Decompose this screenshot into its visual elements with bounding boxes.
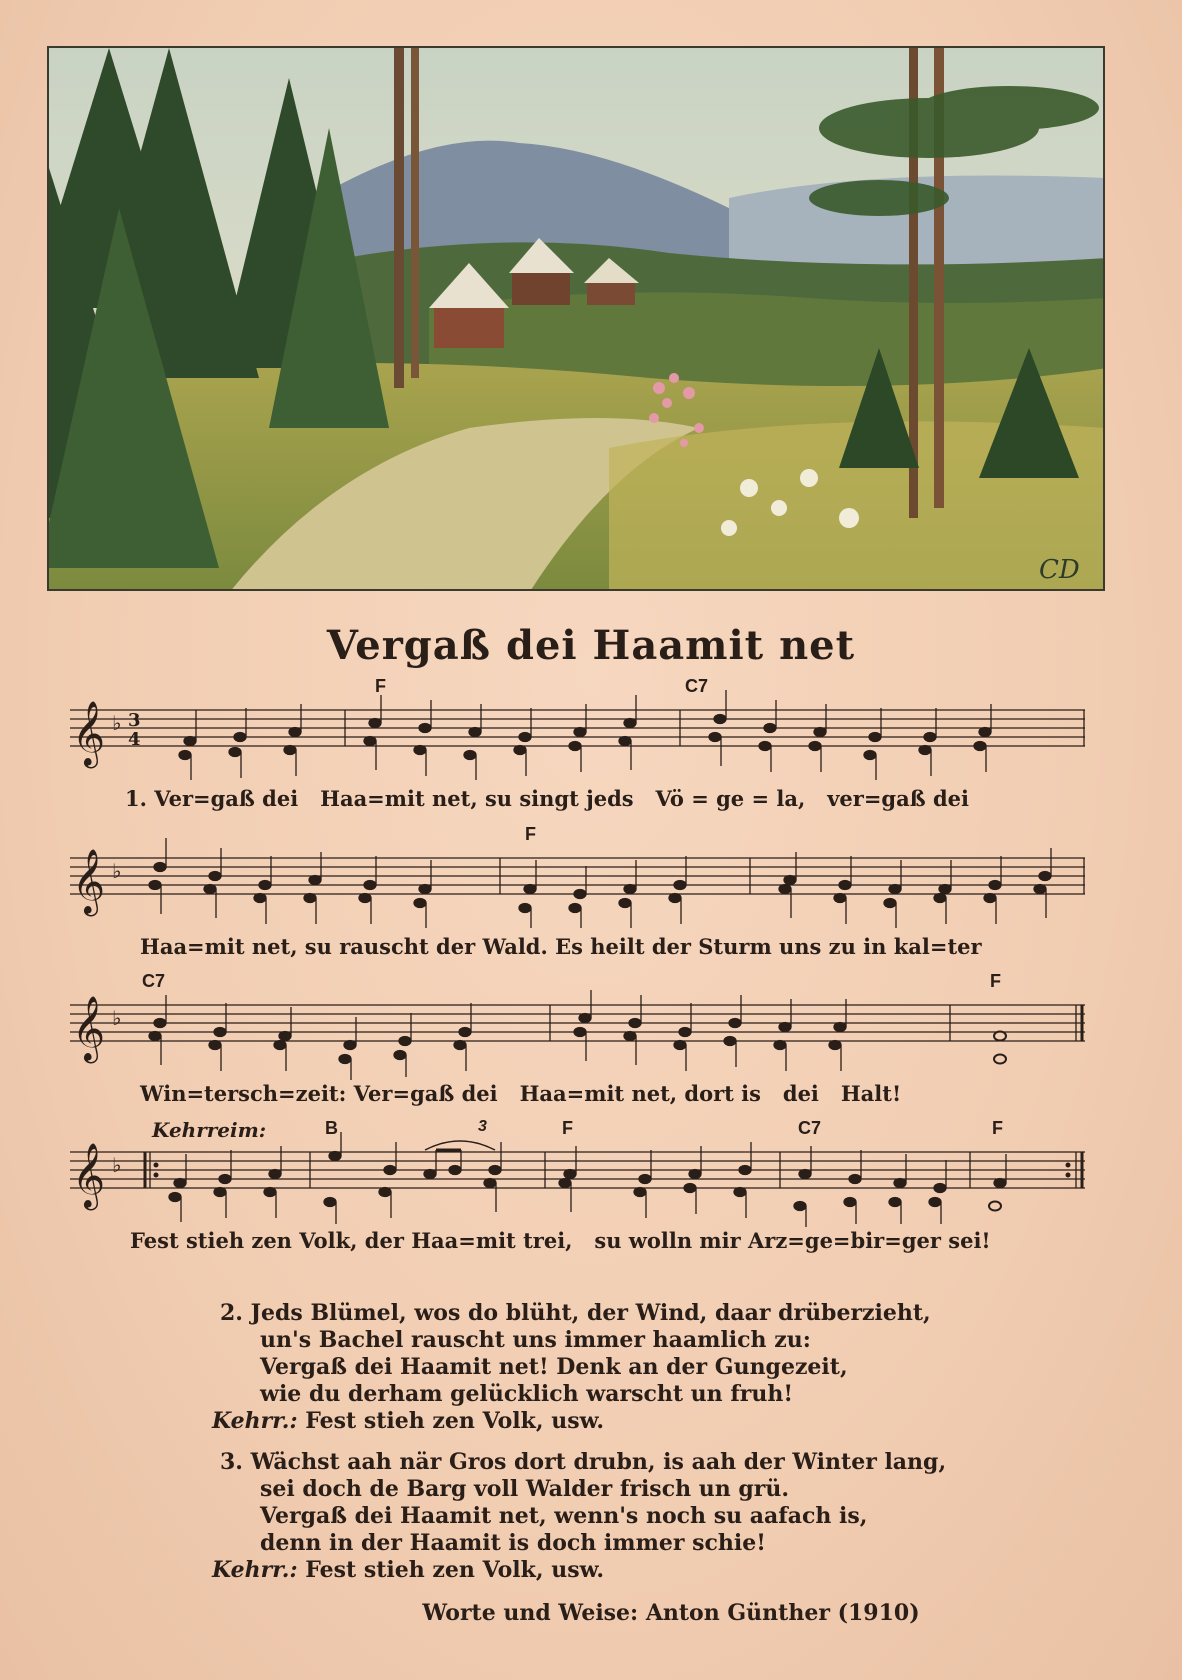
music-staff-4 [70,1118,1085,1253]
triplet-label: 3 [478,1118,487,1135]
staff-notation [70,838,1085,938]
chord-label: F [562,1118,573,1138]
chord-label: B [325,1118,338,1138]
svg-text:♭: ♭ [112,1006,122,1030]
refrain-text: Fest stieh zen Volk, usw. [305,1557,604,1583]
svg-text:♭: ♭ [112,1153,122,1177]
treble-clef-icon: 𝄞 [72,1143,106,1208]
chord-label: F [375,676,386,696]
verse-line: 2. Jeds Blümel, wos do blüht, der Wind, daar drüberzieht, [220,1300,931,1326]
verses-block [212,1300,1020,1598]
chord-label: C7 [142,971,166,991]
treble-clef-icon: 𝄞 [72,701,106,766]
chord-label: F [992,1118,1003,1138]
refrain-reference [212,1557,1020,1584]
treble-clef-icon: 𝄞 [72,996,106,1061]
lyric-line: Win=tersch=zeit: Ver=gaß dei Haa=mit net, dort is dei Halt! [140,1081,902,1106]
svg-text:♭: ♭ [112,711,122,735]
chord-label: C7 [798,1118,822,1138]
refrain-reference [212,1408,1020,1435]
refrain-label: Kehrr.: [212,1408,298,1434]
chord-label: C7 [685,676,709,696]
verse-line: denn in der Haamit is doch immer schie! [260,1530,766,1556]
refrain-label: Kehrr.: [212,1557,298,1583]
svg-text:4: 4 [128,729,141,750]
verse-3 [212,1449,1020,1584]
verse-2 [212,1300,1020,1435]
chord-label: F [525,824,536,844]
verse-line: Vergaß dei Haamit net, wenn's noch su aafach is, [260,1503,868,1529]
staff-notation [70,985,1085,1085]
treble-clef-icon: 𝄞 [72,849,106,914]
verse-line: 3. Wächst aah när Gros dort drubn, is aah der Winter lang, [220,1449,947,1475]
staff-notation [70,690,1085,790]
refrain-text: Fest stieh zen Volk, usw. [305,1408,604,1434]
svg-text:♭: ♭ [112,859,122,883]
verse-line: Vergaß dei Haamit net! Denk an der Gungezeit, [260,1354,848,1380]
svg-text:CD: CD [1039,555,1080,585]
author-credit: Worte und Weise: Anton Günther (1910) [422,1600,920,1626]
music-staff-2 [70,824,1085,959]
verse-line: un's Bachel rauscht uns immer haamlich zu: [260,1327,811,1353]
lyric-line: Fest stieh zen Volk, der Haa=mit trei, su wolln mir Arz=ge=bir=ger sei! [130,1228,991,1253]
lyric-line: Haa=mit net, su rauscht der Wald. Es heilt der Sturm uns zu in kal=ter [140,934,982,959]
song-title: Vergaß dei Haamit net [326,622,856,669]
landscape-painting [47,46,1105,591]
verse-line: sei doch de Barg voll Walder frisch un grü. [260,1476,790,1502]
chord-label: F [990,971,1001,991]
staff-notation [70,1132,1085,1232]
verse-line: wie du derham gelücklich warscht un fruh! [260,1381,794,1407]
refrain-label: Kehrreim: [152,1118,267,1142]
landscape-illustration [49,48,1105,591]
svg-text:3: 3 [128,710,141,731]
music-staff-1 [70,676,1085,811]
lyric-line: 1. Ver=gaß dei Haa=mit net, su singt jeds Vö = ge = la, ver=gaß dei [125,786,969,811]
music-staff-3 [70,971,1085,1106]
